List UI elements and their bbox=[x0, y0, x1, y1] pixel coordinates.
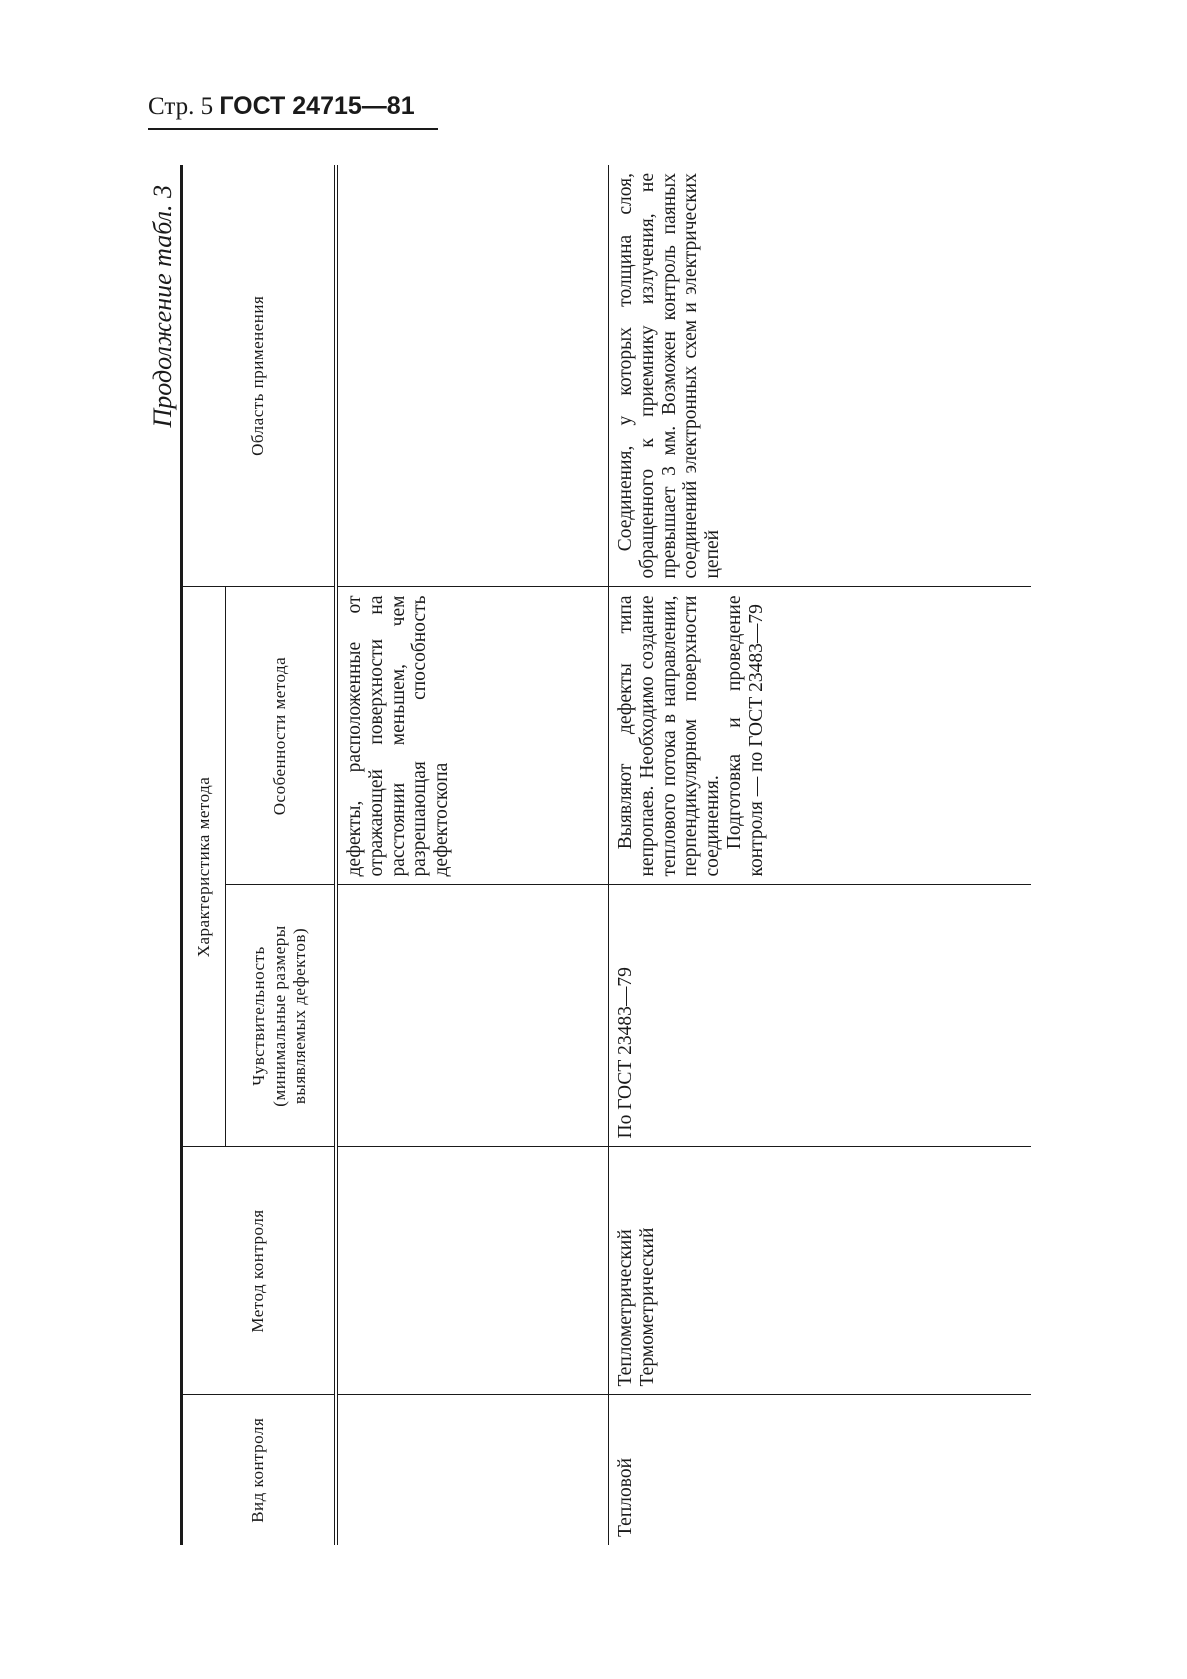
cell-method: Теплометрический Термометрический bbox=[609, 1147, 1032, 1395]
cell-method bbox=[336, 1147, 609, 1395]
header-kind: Вид контроля bbox=[182, 1395, 337, 1545]
header-characteristics: Характеристика метода bbox=[182, 587, 226, 1147]
cell-sensitivity: По ГОСТ 23483—79 bbox=[609, 885, 1032, 1147]
header-application: Область применения bbox=[182, 165, 337, 587]
cell-features bbox=[609, 587, 1032, 885]
cell-kind: Тепловой bbox=[615, 1458, 636, 1537]
cell-application: Соединения, у которых толщина слоя, обращенного к приемнику излучения, не превышает 3 мм. Возможен контроль паяных соединений электронных схем и электрических цепей bbox=[609, 165, 1032, 587]
cell-kind bbox=[336, 1395, 609, 1545]
features-paragraph: Выявляют дефекты типа непропаев. Необходимо создание теплового потока в направлении, перпендикулярном поверхности соединения. bbox=[615, 595, 724, 877]
header-rule bbox=[148, 128, 438, 130]
header-method: Метод контроля bbox=[182, 1147, 337, 1395]
header-sensitivity: Чувствительность (минимальные размеры выявляемых дефектов) bbox=[226, 885, 337, 1147]
table-row bbox=[609, 165, 1032, 1545]
cell-features: дефекты, расположенные от отражающей поверхности на расстоянии меньшем, чем разрешающая способность дефектоскопа bbox=[336, 587, 609, 885]
standard-number: ГОСТ 24715—81 bbox=[219, 92, 415, 120]
table-caption: Продолжение табл. 3 bbox=[148, 185, 177, 428]
methods-table bbox=[180, 165, 1031, 1545]
header-features: Особенности метода bbox=[226, 587, 337, 885]
table-row bbox=[336, 165, 609, 1545]
cell-application bbox=[336, 165, 609, 587]
features-paragraph: Подготовка и проведение контроля — по ГОСТ 23483—79 bbox=[724, 595, 767, 877]
rotated-table-container bbox=[148, 165, 1078, 1545]
page-label: Стр. 5 bbox=[148, 93, 214, 120]
cell-sensitivity bbox=[336, 885, 609, 1147]
page-header bbox=[148, 92, 415, 121]
